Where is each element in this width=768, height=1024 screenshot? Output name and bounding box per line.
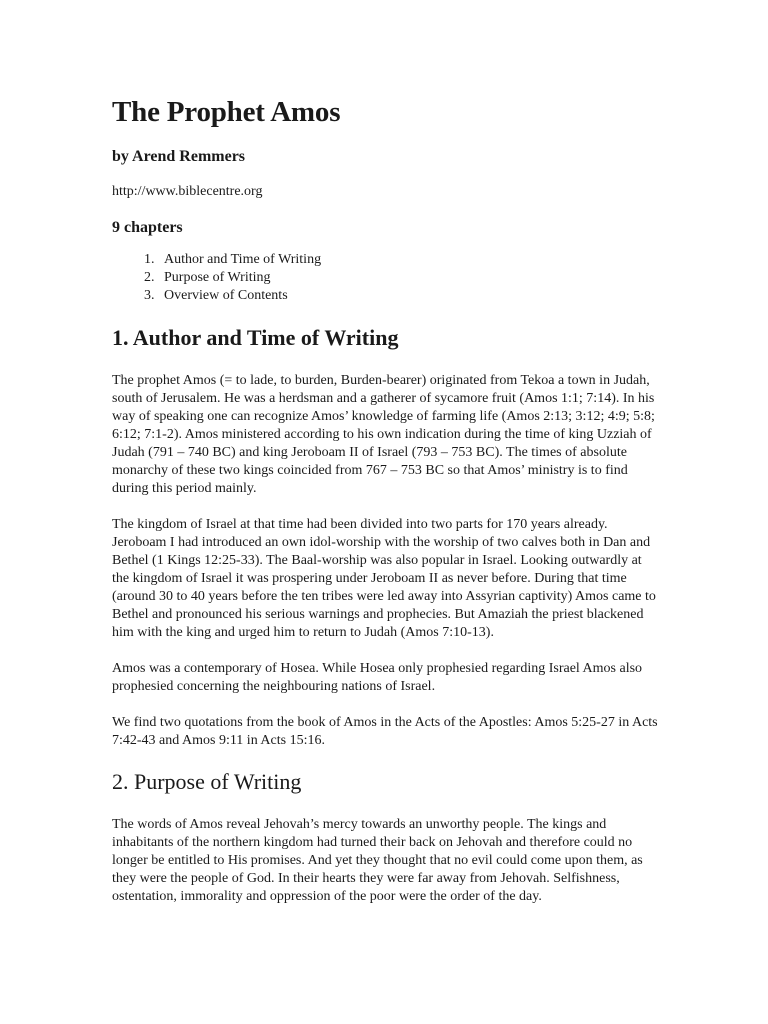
paragraph: The prophet Amos (= to lade, to burden, Burden-bearer) originated from Tekoa a town in Judah, south of Jerusalem. He was a herdsman and a gatherer of sycamore fruit (Amos 1:1; 7:14). In his way of speaking one can recognize Amos’ knowledge of farming life (Amos 2:13; 3:12; 4:9; 5:8; 6:12; 7:1-2). Amos ministered according to his own indication during the time of king Uzziah of Judah (791 – 740 BC) and king Jeroboam II of Israel (793 – 753 BC). The times of absolute monarchy of these two kings coincided from 767 – 753 BC so that Amos’ ministry is to find during this period mainly. [112, 373, 655, 496]
chapters-heading: 9 chapters [112, 219, 183, 236]
source-url: http://www.biblecentre.org [112, 184, 263, 199]
section-heading-author: 1. Author and Time of Writing [112, 325, 399, 350]
document-title: The Prophet Amos [112, 96, 341, 128]
paragraph: We find two quotations from the book of Amos in the Acts of the Apostles: Amos 5:25-27 in Acts 7:42-43 and Amos 9:11 in Acts 15:16. [112, 715, 658, 748]
paragraph: Amos was a contemporary of Hosea. While Hosea only prophesied regarding Israel Amos also prophesied concerning the neighbouring nations of Israel. [112, 661, 643, 694]
table-of-contents [112, 251, 658, 305]
author-byline: by Arend Remmers [112, 148, 246, 165]
paragraph: The words of Amos reveal Jehovah’s mercy towards an unworthy people. The kings and inhabitants of the northern kingdom had turned their back on Jehovah and therefore could no longer be entitled to His promises. And yet they thought that no evil could come upon them, as they were the people of God. In their hearts they were far away from Jehovah. Selfishness, ostentation, immorality and oppression of the poor were the order of the day. [112, 817, 643, 904]
toc-item: 2. Purpose of Writing [158, 269, 658, 287]
toc-item: 1. Author and Time of Writing [158, 251, 658, 269]
toc-item: 3. Overview of Contents [158, 287, 658, 305]
paragraph: The kingdom of Israel at that time had been divided into two parts for 170 years already. Jeroboam I had introduced an own idol-worship with the worship of two calves both in Dan and Bethel (1 Kings 12:25-33). The Baal-worship was also popular in Israel. Looking outwardly at the kingdom of Israel it was prospering under Jeroboam II as never before. During that time (around 30 to 40 years before the ten tribes were led away into Assyrian captivity) Amos came to Bethel and pronounced his serious warnings and prophecies. But Amaziah the priest blackened him with the king and urged him to return to Judah (Amos 7:10-13). [112, 517, 656, 640]
section-heading-purpose: 2. Purpose of Writing [112, 769, 302, 794]
